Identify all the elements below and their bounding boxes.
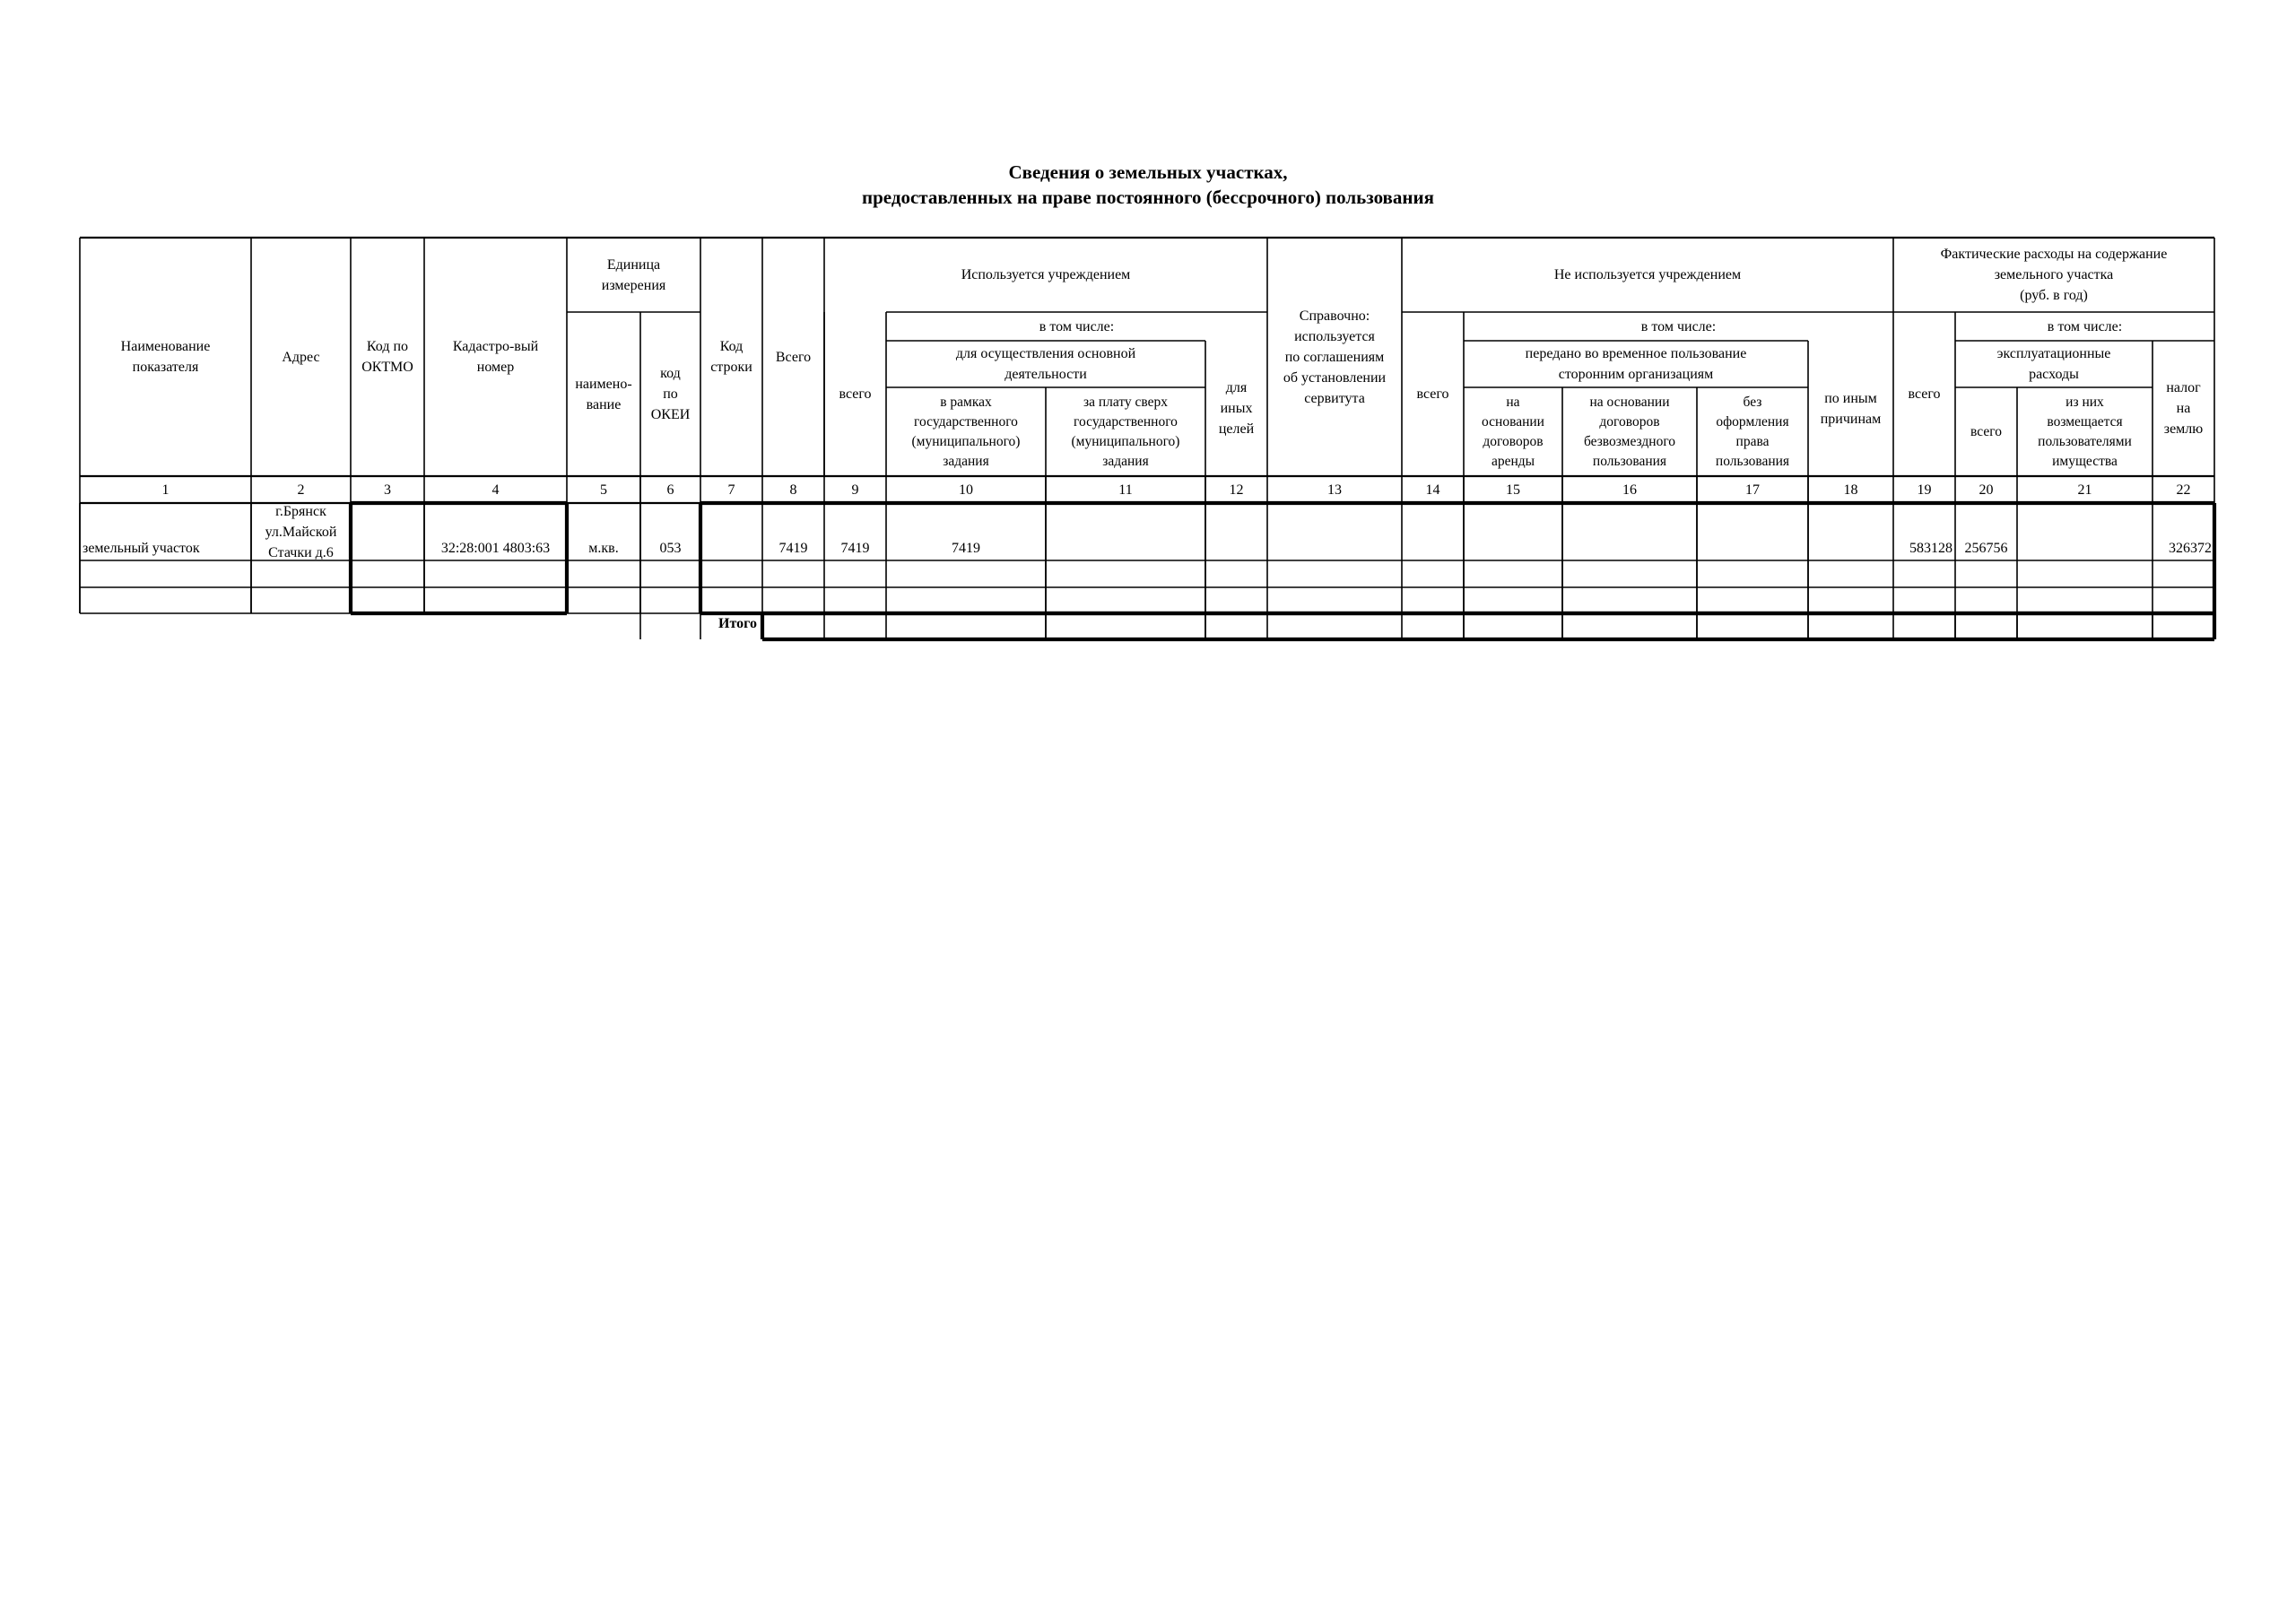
header-used-paid: за плату сверх государственного (муниципального) задания	[1071, 394, 1180, 469]
column-number-14: 14	[1425, 482, 1440, 498]
column-number-11: 11	[1118, 482, 1133, 498]
header-name: Наименование показателя	[120, 339, 211, 375]
header-row-code: Код строки	[710, 339, 752, 375]
header-land-tax: налог на землю	[2163, 380, 2204, 437]
header-used-total: всего	[839, 386, 872, 402]
header-expenses-incl: в том числе:	[2047, 318, 2123, 334]
header-operating-total: всего	[1970, 423, 2002, 439]
column-number-12: 12	[1229, 482, 1244, 498]
header-expenses-total: всего	[1908, 386, 1941, 402]
column-number-8: 8	[789, 482, 797, 498]
column-number-19: 19	[1917, 482, 1932, 498]
header-used: Используется учреждением	[961, 267, 1131, 282]
header-reimbursed: из них возмещается пользователями имущества	[2038, 394, 2132, 469]
header-servitude: Справочно: используется по соглашениям об установлении сервитута	[1283, 308, 1387, 406]
header-expenses: Фактические расходы на содержание земельного участка (руб. в год)	[1940, 247, 2168, 303]
column-number-5: 5	[600, 482, 607, 498]
title-line-1: Сведения о земельных участках,	[1008, 161, 1288, 183]
column-number-22: 22	[2176, 482, 2191, 498]
column-number-16: 16	[1622, 482, 1637, 498]
header-used-incl: в том числе:	[1039, 318, 1115, 334]
header-free-use: на основании договоров безвозмездного пользования	[1583, 394, 1676, 469]
column-number-6: 6	[666, 482, 674, 498]
table-cell-r1-c2: г.Брянск ул.Майской Стачки д.6	[265, 503, 337, 560]
header-not-used-total: всего	[1416, 386, 1449, 402]
header-cadastral: Кадастро-вый номер	[452, 339, 539, 375]
header-oktmo: Код по ОКТМО	[361, 339, 413, 375]
column-number-2: 2	[297, 482, 305, 498]
column-number-17: 17	[1745, 482, 1760, 498]
header-transferred: передано во временное пользование сторонним организациям	[1525, 346, 1747, 382]
header-not-used-incl: в том числе:	[1640, 318, 1717, 334]
header-address: Адрес	[282, 349, 320, 365]
header-lease: на основании договоров аренды	[1482, 394, 1544, 469]
table-cell-r1-c1: земельный участок	[83, 541, 200, 556]
column-number-21: 21	[2077, 482, 2092, 498]
header-unit: Единица измерения	[601, 256, 666, 293]
header-unit-name: наимено- вание	[575, 376, 632, 412]
header-other-reasons: по иным причинам	[1820, 390, 1882, 427]
header-used-state-task: в рамках государственного (муниципального) задания	[911, 394, 1021, 469]
column-number-7: 7	[727, 482, 735, 498]
column-number-18: 18	[1843, 482, 1858, 498]
header-no-registration: без оформления права пользования	[1715, 394, 1790, 469]
header-used-other: для иных целей	[1218, 380, 1255, 437]
table-cell-r1-c6: 053	[659, 541, 682, 556]
column-number-3: 3	[384, 482, 391, 498]
header-total: Всего	[775, 349, 812, 365]
table-cell-r1-c10: 7419	[952, 541, 980, 556]
total-label: Итого	[718, 616, 757, 631]
header-operating: эксплуатационные расходы	[1996, 346, 2111, 382]
column-number-1: 1	[161, 482, 170, 498]
column-number-13: 13	[1327, 482, 1342, 498]
table-cell-r1-c20: 256756	[1964, 541, 2008, 556]
table-cell-r1-c5: м.кв.	[588, 541, 619, 556]
header-not-used: Не используется учреждением	[1553, 267, 1742, 282]
header-unit-okei: код по ОКЕИ	[650, 366, 691, 422]
title-line-2: предоставленных на праве постоянного (бессрочного) пользования	[862, 187, 1434, 208]
table-cell-r1-c22: 326372	[2169, 541, 2212, 556]
table-cell-r1-c8: 7419	[778, 541, 808, 556]
table-cell-r1-c4: 32:28:001 4803:63	[440, 541, 551, 556]
column-number-10: 10	[959, 482, 973, 498]
column-number-9: 9	[851, 482, 859, 498]
header-used-main: для осуществления основной деятельности	[955, 346, 1136, 382]
column-number-20: 20	[1979, 482, 1994, 498]
table-cell-r1-c9: 7419	[840, 541, 870, 556]
table-cell-r1-c19: 583128	[1909, 541, 1952, 556]
column-number-4: 4	[491, 482, 500, 498]
column-number-15: 15	[1506, 482, 1520, 498]
